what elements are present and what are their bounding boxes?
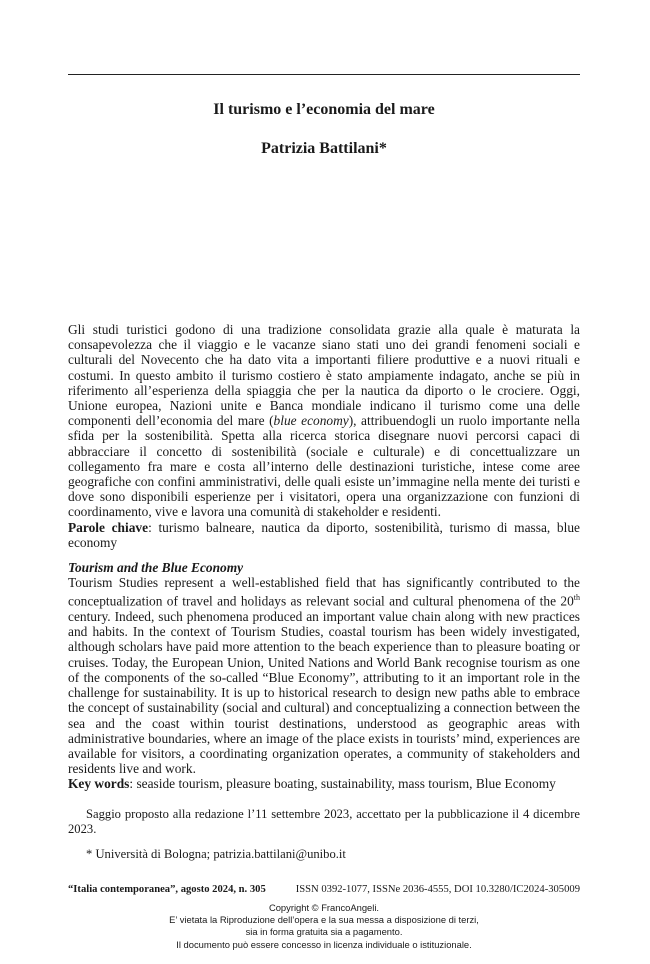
page-footer — [68, 884, 580, 895]
article-author: Patrizia Battilani* — [261, 140, 387, 157]
copyright-line-2: E’ vietata la Riproduzione dell’opera e la sua messa a disposizione di terzi, — [169, 914, 479, 926]
copyright-line-1: Copyright © FrancoAngeli. — [268, 902, 380, 913]
keywords-italian-label: Parole chiave — [68, 519, 149, 535]
english-title: Tourism and the Blue Economy — [68, 560, 244, 575]
keywords-english-list: : seaside tourism, pleasure boating, sustainability, mass tourism, Blue Economy — [129, 776, 556, 792]
abstract-italian — [68, 322, 580, 550]
abstract-italian-text: Gli studi turistici godono di una tradizione consolidata grazie alla quale è maturata la consapevolezza che il viaggio e le vacanze siano stati uno dei grandi fenomeni sociali e culturali del Novecento che ha dato vita a importanti filiere produttive e a nuovi rituali e costumi. In questo ambito il turismo costiero è stato ampiamente indagato, anche se più in riferimento all’esperienza della spiaggia che per la nautica da diporto o le crociere. Oggi, Unione europea, Nazioni unite e Banca mondiale indicano il turismo come una delle componenti dell’economia del mare (blue economy), attribuendogli un ruolo importante nella sfida per la sostenibilità. Spetta alla ricerca storica disegnare nuovi percorsi capaci di abbracciare il concetto di sostenibilità (sociale e culturale) e di concettualizzare un collegamento fra mare e costa all’interno delle destinazioni turistiche, intese come aree geografiche con confini amministrativi, delle quali esiste un’immagine nella mente dei turisti e dove sono disponibili esperienze per i visitatori, opera una organizzazione con funzioni di coordinamento, vive e lavora una comunità di stakeholder e residenti. — [68, 322, 581, 520]
keywords-italian-list: : turismo balneare, nautica da diporto, sostenibilità, turismo di massa, blue economy — [68, 519, 580, 550]
keywords-english — [68, 776, 580, 791]
header-rule — [68, 74, 580, 75]
abstract-english — [68, 560, 580, 792]
journal-identifiers: ISSN 0392-1077, ISSNe 2036-4555, DOI 10.3280/IC2024-305009 — [295, 884, 580, 895]
copyright-line-4: Il documento può essere concesso in licenza individuale o istituzionale. — [176, 938, 472, 950]
abstract-english-text: Tourism Studies represent a well-established field that has significantly contributed to the conceptualization of travel and holidays as relevant social and cultural phenomena of the 20th century. Indeed, such phenomena produced an important value chain along with new practices and habits. In the context of Tourism Studies, coastal tourism has been widely investigated, although scholars have paid more attention to the beach experience than to pleasure boating or cruises. Today, the European Union, United Nations and World Bank recognise tourism as one of the components of the so-called “Blue Economy”, attributing to it an important role in the challenge for sustainability. It is up to historical research to design new paths able to embrace the concept of sustainability (social and cultural) and conceptualizing a connection between the sea and the coast within tourist destinations, understood as geographic areas with administrative boundaries, where an image of the place exists in tourists’ mind, experiences are available for visitors, a coordinating organization operates, a community of stakeholders and residents live and work. — [68, 575, 580, 777]
keywords-italian — [68, 520, 580, 550]
copyright-line-3: sia in forma gratuita sia a pagamento. — [245, 926, 403, 938]
keywords-english-label: Key words — [68, 776, 130, 792]
notes — [68, 807, 580, 862]
article-title: Il turismo e l’economia del mare — [213, 101, 435, 118]
submission-note: Saggio proposto alla redazione l’11 settembre 2023, accettato per la pubblicazione il 4 dicembre 2023. — [68, 807, 580, 836]
journal-citation: “Italia contemporanea”, agosto 2024, n. 305 — [68, 884, 266, 895]
copyright-notice — [68, 902, 580, 951]
affiliation-note: * Università di Bologna; patrizia.battilani@unibo.it — [86, 847, 346, 861]
